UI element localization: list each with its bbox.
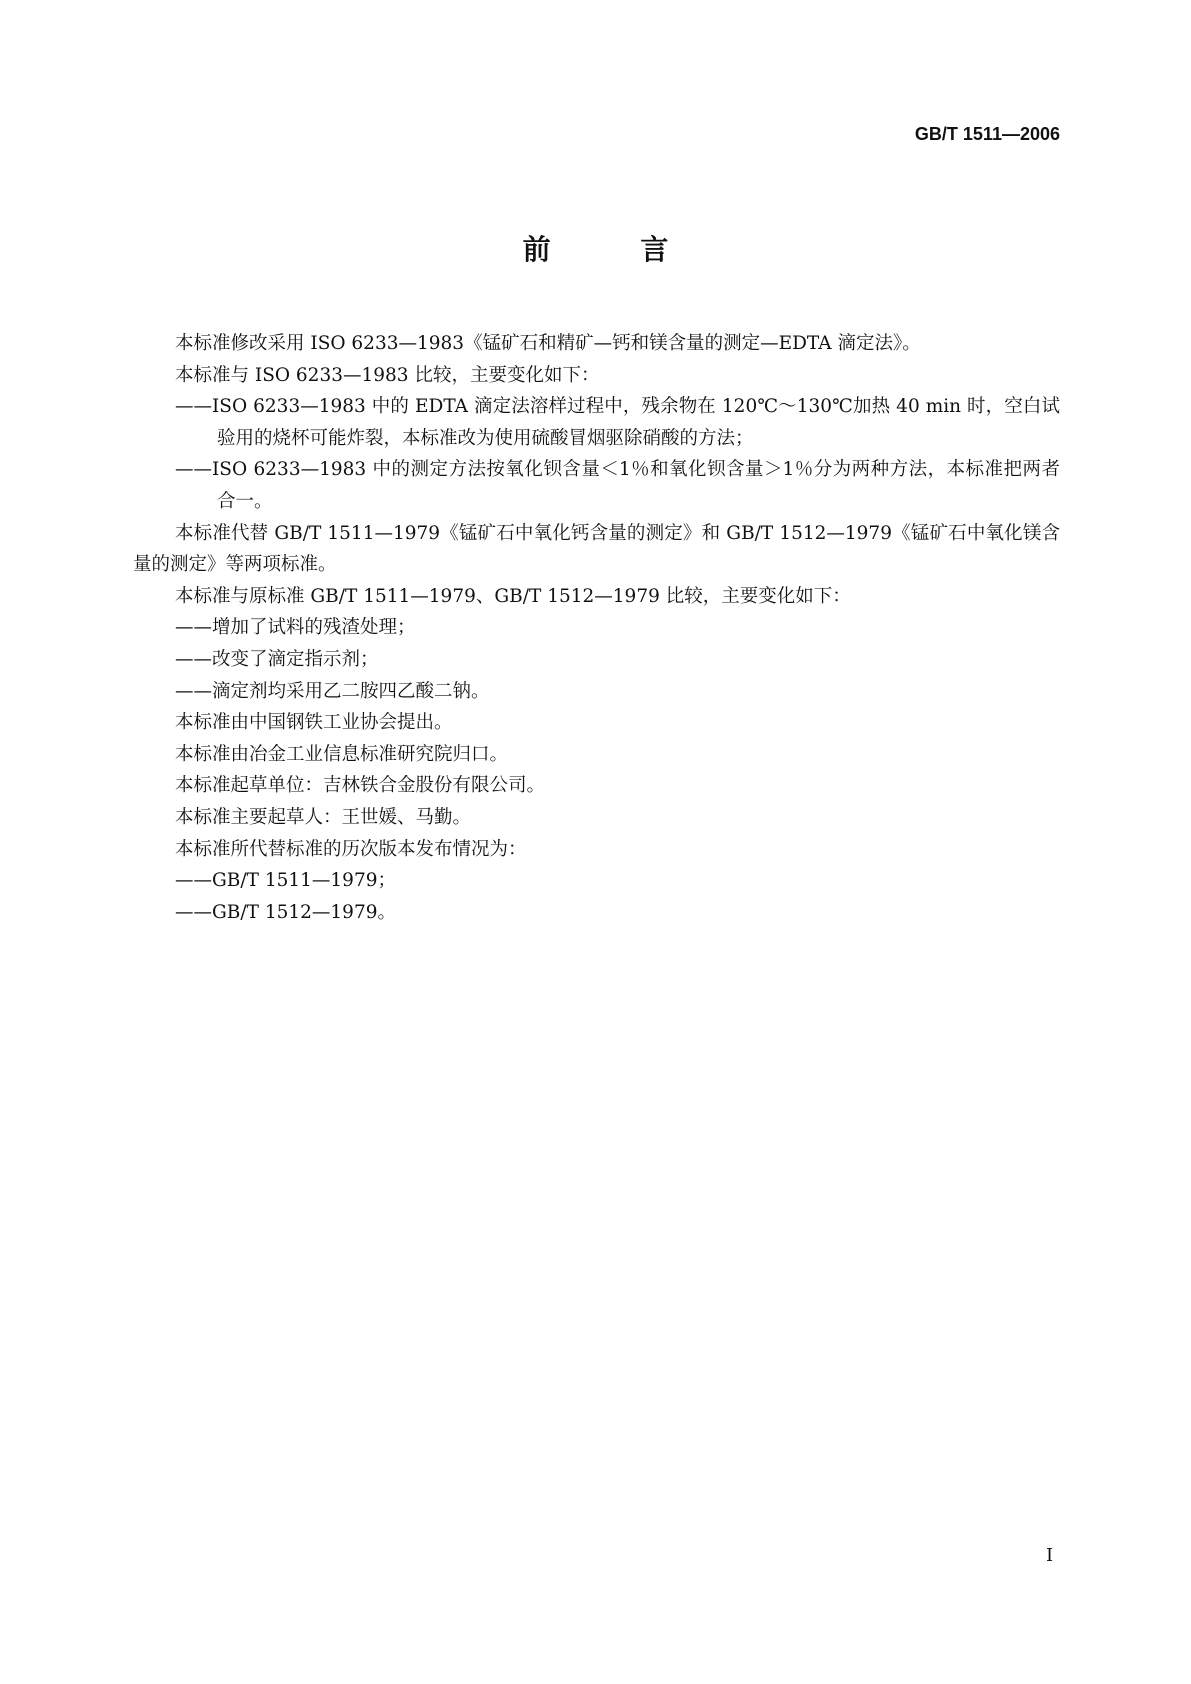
paragraph: 本标准主要起草人：王世媛、马勤。 [175, 806, 472, 828]
dash-list-item: ——ISO 6233—1983 中的 EDTA 滴定法溶样过程中，残余物在 120℃～130℃加热 40 min 时，空白试验用的烧杯可能炸裂，本标准改为使用硫酸冒烟驱除硝酸的方法； [175, 396, 1060, 449]
dash-list-item: ——滴定剂均采用乙二胺四乙酸二钠。 [175, 680, 490, 702]
page-number: I [1046, 1545, 1054, 1566]
dash-list-item: ——ISO 6233—1983 中的测定方法按氧化钡含量＜1％和氧化钡含量＞1％分为两种方法，本标准把两者合一。 [175, 459, 1060, 512]
dash-list-item: ——GB/T 1511—1979； [175, 870, 396, 892]
dash-list-item: ——GB/T 1512—1979。 [175, 901, 396, 923]
paragraph: 本标准与 ISO 6233—1983 比较，主要变化如下： [175, 364, 600, 386]
foreword-body [133, 328, 1060, 928]
page-title: 前 言 [522, 233, 709, 266]
paragraph: 本标准修改采用 ISO 6233—1983《锰矿石和精矿—钙和镁含量的测定—EDTA 滴定法》。 [175, 333, 921, 354]
dash-list-item: ——改变了滴定指示剂； [175, 648, 379, 670]
paragraph: 本标准与原标准 GB/T 1511—1979、GB/T 1512—1979 比较，主要变化如下： [175, 585, 851, 607]
paragraph: 本标准由中国钢铁工业协会提出。 [175, 712, 453, 734]
paragraph: 本标准由冶金工业信息标准研究院归口。 [175, 743, 509, 765]
paragraph: 本标准所代替标准的历次版本发布情况为： [175, 838, 527, 860]
dash-list-item: ——增加了试料的残渣处理； [175, 617, 416, 639]
standard-number-header: GB/T 1511—2006 [914, 124, 1060, 144]
paragraph: 本标准起草单位：吉林铁合金股份有限公司。 [175, 775, 546, 797]
paragraph: 本标准代替 GB/T 1511—1979《锰矿石中氧化钙含量的测定》和 GB/T 1512—1979《锰矿石中氧化镁含量的测定》等两项标准。 [133, 522, 1060, 576]
